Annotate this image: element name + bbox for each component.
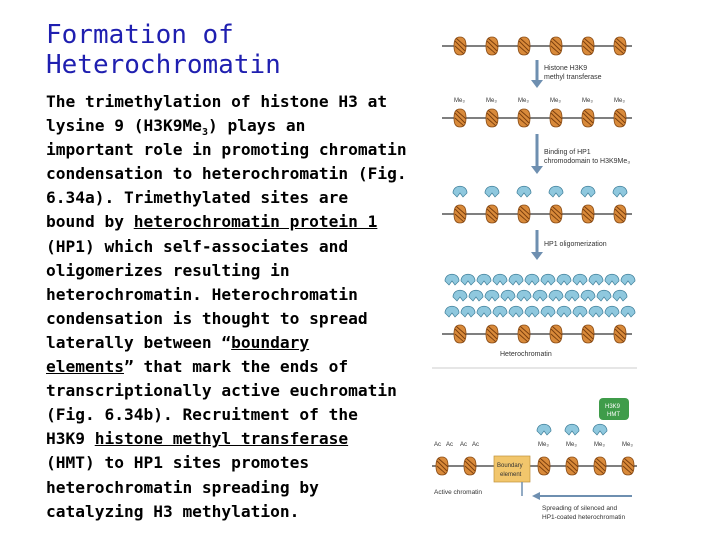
label-binding-2: chromodomain to H3K9Me₃	[544, 158, 631, 165]
link-heterochromatin-protein-1[interactable]: heterochromatin protein 1	[133, 212, 378, 232]
body-line: condensation is thought to spread	[46, 308, 368, 328]
link-elements[interactable]: elements	[46, 357, 124, 377]
arrow-head	[531, 252, 543, 260]
label-spreading-2: HP1-coated heterochromatin	[542, 514, 626, 521]
ac-label: Ac	[472, 442, 480, 448]
hmt-label-2: HMT	[607, 412, 620, 418]
hp1-row-b	[537, 424, 607, 435]
body-line: (HP1) which self-associates and	[46, 236, 349, 256]
heterochromatin-figure	[432, 30, 717, 530]
body-line: (HMT) to HP1 sites promotes	[46, 453, 310, 473]
body-line: 6.34a). Trimethylated sites are	[46, 188, 349, 208]
hmt-label-1: H3K9	[605, 404, 621, 410]
body-line: heterochromatin. Heterochromatin	[46, 284, 358, 304]
me3-label: Me₃	[594, 442, 605, 448]
me3-label: Me₃	[614, 98, 625, 104]
ac-label: Ac	[460, 442, 468, 448]
body-line: bound by	[46, 212, 134, 232]
body-line: lysine 9 (H3K9Me	[46, 116, 202, 136]
body-line: laterally between “	[46, 332, 232, 352]
body-line: transcriptionally active euchromatin	[46, 381, 397, 401]
label-active-chromatin: Active chromatin	[434, 489, 483, 496]
label-binding-1: Binding of HP1	[544, 149, 591, 156]
body-line: condensation to heterochromatin (Fig.	[46, 164, 407, 184]
me3-label: Me₃	[622, 442, 633, 448]
body-line: heterochromatin spreading by	[46, 477, 319, 497]
me3-label: Me₃	[518, 98, 529, 104]
me3-label: Me₃	[582, 98, 593, 104]
body-line: H3K9	[46, 429, 95, 449]
body-line: (Fig. 6.34b). Recruitment of the	[46, 405, 358, 425]
label-hmt-2: methyl transferase	[544, 74, 602, 81]
ac-label: Ac	[446, 442, 454, 448]
body-line: ” that mark the ends of	[123, 357, 349, 377]
ac-label: Ac	[434, 442, 442, 448]
body-paragraph	[46, 90, 441, 524]
label-hmt-1: Histone H3K9	[544, 65, 588, 72]
link-boundary[interactable]: boundary	[231, 332, 310, 352]
me3-label: Me₃	[486, 98, 497, 104]
title-line-1: Formation of	[46, 20, 234, 50]
me3-label: Me₃	[566, 442, 577, 448]
arrow-head	[531, 166, 543, 174]
me3-label: Me₃	[550, 98, 561, 104]
link-histone-methyl-transferase[interactable]: histone methyl transferase	[94, 429, 349, 449]
arrow-head	[532, 492, 540, 500]
body-line: oligomerizes resulting in	[46, 260, 290, 280]
label-heterochromatin: Heterochromatin	[500, 351, 552, 358]
arrow-head	[531, 80, 543, 88]
hp1-row-1	[453, 186, 627, 197]
label-spreading-1: Spreading of silenced and	[542, 505, 618, 512]
body-line: ) plays an	[207, 116, 306, 136]
body-line: The trimethylation of histone H3 at	[46, 92, 388, 111]
boundary-label-2: element	[500, 472, 522, 478]
me3-label: Me₃	[454, 98, 465, 104]
label-oligomerization: HP1 oligomerization	[544, 241, 607, 248]
me3-label: Me₃	[538, 442, 549, 448]
body-line: catalyzing H3 methylation.	[46, 501, 300, 521]
boundary-label-1: Boundary	[497, 463, 523, 469]
slide-title	[46, 20, 426, 80]
subscript: 3	[201, 127, 208, 139]
hp1-cluster	[445, 274, 635, 317]
title-line-2: Heterochromatin	[46, 50, 281, 80]
body-line: important role in promoting chromatin	[46, 140, 407, 160]
boundary-element	[494, 456, 530, 482]
